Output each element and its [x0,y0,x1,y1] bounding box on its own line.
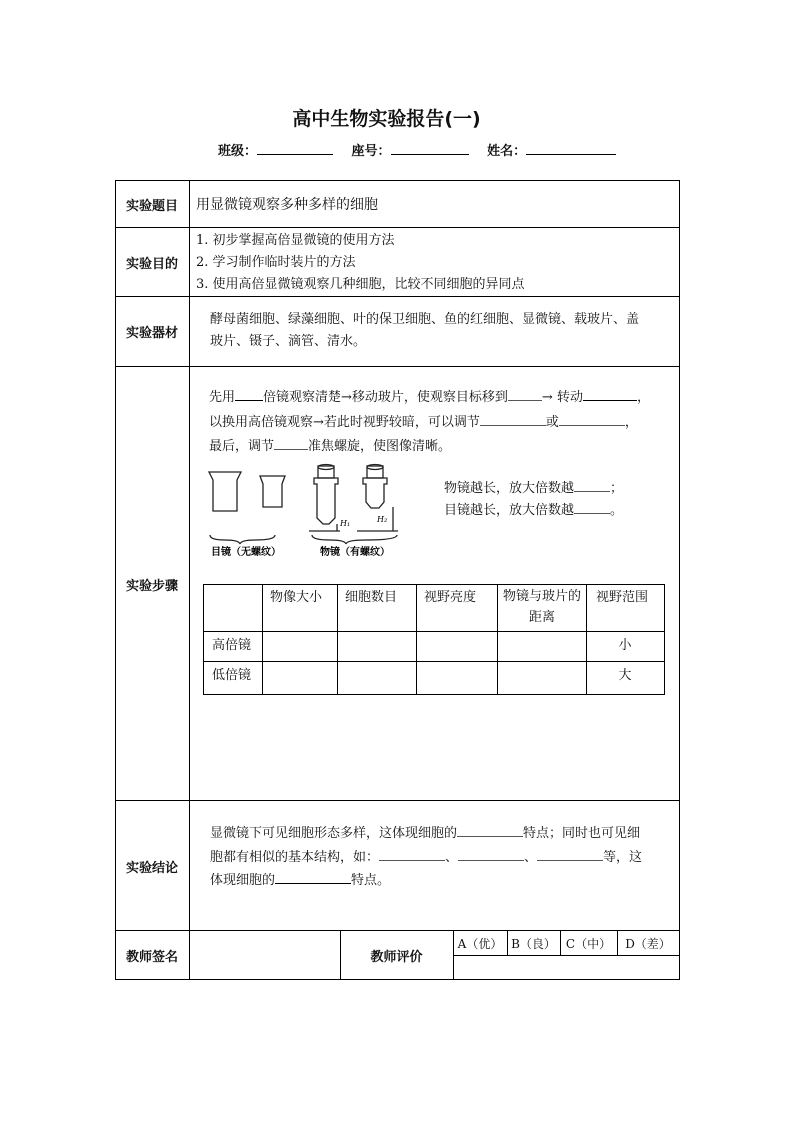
text: 体现细胞的 [210,873,276,888]
eyepiece-rule [444,499,623,518]
purpose-label: 实验目的 [125,257,178,272]
blank-field[interactable] [457,824,523,837]
blank-field[interactable] [379,848,445,861]
text: → 转动 [541,390,583,405]
topic-label: 实验题目 [125,199,178,214]
col-header: 细胞数目 [345,590,398,605]
purpose-item-3: 3. 使用高倍显微镜观察几种细胞，比较不同细胞的异同点 [196,277,525,292]
col-header: 物镜与玻片的距离 [502,589,581,625]
text: 物镜越长，放大倍数越 [444,481,575,496]
info-line [218,140,616,159]
table-cell: 大 [618,668,632,683]
steps-label: 实验步骤 [125,579,178,594]
text: 等，这 [603,850,643,865]
blank-field[interactable] [508,388,542,401]
text: 目镜越长，放大倍数越 [444,503,575,518]
seat-field[interactable] [391,142,469,155]
blank-field[interactable] [480,413,546,426]
blank-field[interactable] [559,413,625,426]
text: 、 [524,850,538,865]
name-label: 姓名： [487,144,527,159]
short-eyepiece-icon [260,476,285,507]
objective-caption: 物镜（有螺纹） [320,547,390,558]
blank-field[interactable] [583,388,637,401]
text: ； [610,481,624,496]
text: 准焦螺旋，使图像清晰。 [308,439,452,454]
conclusion-line-1 [210,822,640,841]
h2-label: H₂ [377,515,388,524]
blank-field[interactable] [537,848,603,861]
text: 显微镜下可见细胞形态多样，这体现细胞的 [210,826,458,841]
col-header: 视野范围 [596,590,649,605]
teacher-sign-label: 教师签名 [125,950,178,965]
text: 最后，调节 [209,439,275,454]
blank-field[interactable] [458,848,524,861]
steps-line-1 [209,386,650,405]
blank-field[interactable] [574,501,610,514]
text: 或 [545,415,559,430]
text: 以换用高倍镜观察→若此时视野较暗，可以调节 [209,415,480,430]
row-header: 低倍镜 [212,668,252,683]
teacher-sign-field[interactable] [190,931,340,979]
teacher-eval-label: 教师评价 [370,950,423,965]
name-field[interactable] [526,142,616,155]
text: 特点。 [351,873,391,888]
class-label: 班级： [218,144,258,159]
blank-field[interactable] [274,437,308,450]
blank-field[interactable] [235,388,263,401]
text: 胞都有相似的基本结构，如： [210,850,380,865]
steps-line-2 [209,411,638,430]
text: 、 [445,850,459,865]
conclusion-line-2 [210,846,642,865]
class-field[interactable] [257,142,333,155]
row-header: 高倍镜 [212,638,252,653]
col-header: 视野亮度 [424,590,477,605]
seat-label: 座号： [351,144,391,159]
page-title: 高中生物实验报告(一) [292,108,481,130]
topic-value: 用显微镜观察多种多样的细胞 [196,197,378,213]
conclusion-line-3 [210,869,390,888]
lens-diagram [205,460,405,560]
long-eyepiece-icon [209,472,241,511]
materials-line-2: 玻片、镊子、滴管、清水。 [210,334,367,349]
grade-c[interactable]: C（中） [565,937,612,951]
col-header: 物像大小 [270,590,323,605]
short-objective-icon [363,478,387,508]
grade-b[interactable]: B（良） [511,937,556,951]
purpose-item-2: 2. 学习制作临时装片的方法 [196,255,356,270]
eyepiece-caption: 目镜（无螺纹） [211,547,281,558]
conclusion-label: 实验结论 [125,861,178,876]
text: 。 [610,503,624,518]
grade-a[interactable]: A（优） [457,937,503,951]
h1-label: H₁ [340,519,351,528]
text: ， [624,415,638,430]
text: 特点；同时也可见细 [523,826,641,841]
grade-d[interactable]: D（差） [625,937,671,951]
steps-line-3 [209,435,451,454]
table-cell: 小 [618,638,632,653]
text: ， [636,390,650,405]
text: 倍镜观察清楚→移动玻片，使观察目标移到 [263,390,508,405]
blank-field[interactable] [275,871,351,884]
materials-line-1: 酵母菌细胞、绿藻细胞、叶的保卫细胞、鱼的红细胞、显微镜、载玻片、盖 [210,312,640,327]
purpose-item-1: 1. 初步掌握高倍显微镜的使用方法 [196,233,395,248]
materials-label: 实验器材 [125,326,178,341]
text: 先用 [209,390,236,405]
blank-field[interactable] [574,479,610,492]
long-objective-icon [314,478,338,524]
objective-rule [444,477,623,496]
